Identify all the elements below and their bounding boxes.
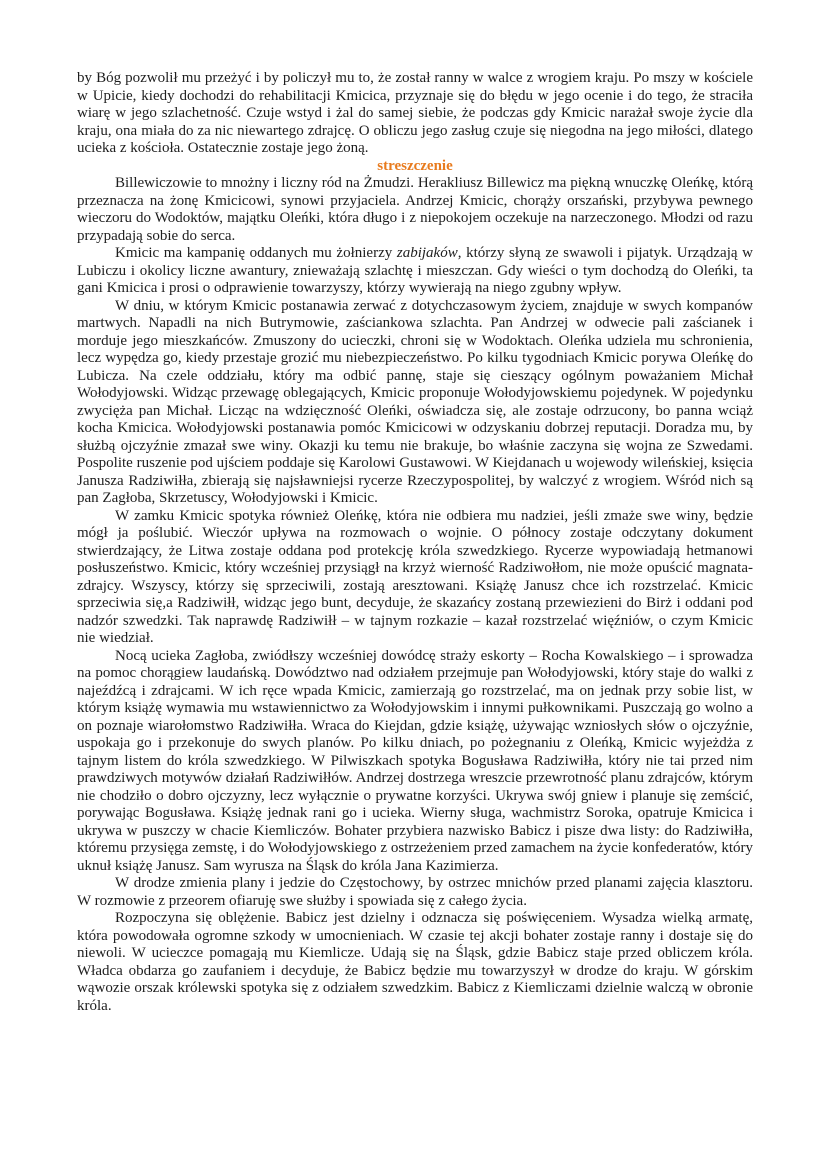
text-run: Nocą ucieka Zagłoba, zwiódłszy wcześniej dowódcę straży eskorty – Rocha Kowalskiego – i sprowadza na pomoc chorągiew laudańską. Dowództwo nad odziałem przejmuje pan Wołodyjowski, który staje do walki z najeźdźcą i zdrajcami. W ich ręce wpada Kmicic, zamierzają go rozstrzelać, ma on jednak przy sobie list, w którym książę wymawia mu wstawiennictwo za Wołodyjowskim i innymi pułkownikami. Puszczają go wolno a on poznaje wiarołomstwo Radziwiłła. Wraca do Kiejdan, gdzie książę, używając wzniosłych słów o ojczyźnie, uspokaja go i przekonuje do swych planów. Po kilku dniach, po pożegnaniu z Oleńką, Kmicic wyjeżdża z tajnym listem do króla szwedzkiego. W Pilwiszkach spotyka Bogusława Radziwiłła, który nie tai przed nim prawdziwych motywów działań Radziwiłłów. Andrzej dostrzega wreszcie przewrotność planu zdrajców, którym nie chodziło o dobro ojczyzny, lecz wyłącznie o prywatne korzyści. Ukrywa swój gniew i planuje się zemścić, porywając Bogusława. Książę jednak rani go i ucieka. Wierny sługa, wachmistrz Soroka, opatruje Kmicica i ukrywa w puszczy w chacie Kiemliczów. Bohater przybiera nazwisko Babicz i pisze dwa listy: do Radziwiłła, któremu przysięga zemstę, i do Wołodyjowskiego z ostrzeżeniem przed zamachem na życie konfederatów, który uknuł książę Janusz. Sam wyrusza na Śląsk do króla Jana Kazimierza.	[77, 647, 753, 874]
text-run: W dniu, w którym Kmicic postanawia zerwać z dotychczasowym życiem, znajduje w swych kompanów martwych. Napadli na nich Butrymowie, zaściankowa szlachta. Pan Andrzej w odwecie pali zaścianek i morduje jego mieszkańców. Zmuszony do ucieczki, chroni się w Wodoktach. Oleńka udziela mu schronienia, lecz wypędza go, kiedy przestaje grozić mu niebezpieczeństwo. Po kilku tygodniach Kmicic porywa Oleńkę do Lubicza. Na czele oddziału, który ma odbić pannę, staje się cieszący ogólnym poważaniem Michał Wołodyjowski. Widząc przewagę oblegających, Kmicic proponuje Wołodyjowskiemu pojedynek. W pojedynku zwycięża pan Michał. Licząc na wdzięczność Oleńki, oświadcza się, ale zostaje odrzucony, bo panna wciąż kocha Kmicica. Wołodyjowski postanawia pomóc Kmicicowi w odzyskaniu dobrzej reputacji. Doradza mu, by służbą ojczyźnie zmazał swe winy. Okazji ku temu nie brakuje, bo właśnie zaczyna się wojna ze Szwedami. Pospolite ruszenie pod ujściem poddaje się Karolowi Gustawowi. W Kiejdanach u wojewody wileńskiej, księcia Janusza Radziwiłła, zbierają się najsławniejsi rycerze Rzeczypospolitej, by walczyć z wrogiem. Wśród nich są pan Zagłoba, Skrzetuscy, Wołodyjowski i Kmicic.	[77, 297, 753, 506]
text-run: by Bóg pozwolił mu przeżyć i by policzył mu to, że został ranny w walce z wrogiem kraju. Po mszy w kościele w Upicie, kiedy dochodzi do rehabilitacji Kmicica, przyznaje się do błędu w jego ocenie i do tego, że straciła wiarę w jego szlachetność. Czuje wstyd i żal do samej siebie, że podczas gdy Kmicic narażał swoje życie dla kraju, ona miała do za nic niewartego zdrajcę. O obliczu jego zasług czuje się niegodna na jego miłości, dlatego ucieka z kościoła. Ostatecznie zostaje jego żoną.	[77, 70, 753, 156]
paragraph	[77, 298, 753, 508]
paragraph	[77, 70, 753, 158]
text-run: Rozpoczyna się oblężenie. Babicz jest dzielny i odznacza się poświęceniem. Wysadza wielką armatę, która powodowała ogromne szkody w umocnieniach. W czasie tej akcji bohater zostaje ranny i dostaje się do niewoli. W ucieczce pomagają mu Kiemlicze. Udają się na Śląsk, gdzie Babicz staje przed obliczem króla. Władca obdarza go zaufaniem i decyduje, że Babicz będzie mu towarzyszył w drodze do kraju. W górskim wąwozie orszak królewski spotyka się z odziałem szwedzkim. Babicz z Kiemliczami dzielnie walczą w obronie króla.	[77, 910, 753, 1014]
text-run: , którzy słyną ze swawoli i pijatyk. Urządzają w Lubiczu i okolicy liczne awantury, znieważają szlachtę i mieszczan. Gdy wieści o tym dochodzą do Oleńki, ta gani Kmicica i prosi o odprawienie towarzyszy, którzy wywierają na niego zgubny wpływ.	[77, 245, 753, 296]
paragraph	[77, 910, 753, 1015]
text-run: W drodze zmienia plany i jedzie do Częstochowy, by ostrzec mnichów przed planami zajęcia klasztoru. W rozmowie z przeorem ofiaruję swe służby i spowiada się z całego życia.	[77, 875, 753, 909]
section-heading: streszczenie	[377, 157, 453, 174]
paragraph	[77, 245, 753, 298]
paragraph	[77, 648, 753, 876]
text-run: Billewiczowie to mnożny i liczny ród na Żmudzi. Herakliusz Billewicz ma piękną wnuczkę Oleńkę, którą przeznacza na żonę Kmicicowi, synowi przyjaciela. Andrzej Kmicic, chorąży orszański, przybywa pewnego wieczoru do Wodoktów, majątku Oleńki, która długo i z niepokojem oczekuje na narzeczonego. Młodzi od razu przypadają sobie do serca.	[77, 175, 753, 244]
text-run: W zamku Kmicic spotyka również Oleńkę, która nie odbiera mu nadziei, jeśli zmaże swe winy, będzie mógł ja poślubić. Wieczór upływa na rozmowach o wojnie. O północy zostaje odczytany dokument stwierdzający, że Litwa zostaje oddana pod protekcję króla szwedzkiego. Rycerze wypowiadają hetmanowi posłuszeństwo. Kmicic, który wcześniej przysiągł na krzyż wierność Radziwołłom, nie może opuścić magnata-zdrajcy. Wszyscy, którzy się sprzeciwili, zostają aresztowani. Książę Janusz chce ich rozstrzelać. Kmicic sprzeciwia się,a Radziwiłł, widząc jego bunt, decyduje, że skazańcy zostaną przewiezieni do Birż i oddani pod nadzór szwedzki. Tak naprawdę Radziwiłł – w tajnym rozkazie – kazał rozstrzelać więźniów, o czym Kmicic nie wiedział.	[77, 507, 753, 646]
text-run: Kmicic ma kampanię oddanych mu żołnierzy	[115, 245, 397, 261]
document-content	[77, 70, 753, 1015]
paragraph	[77, 508, 753, 648]
italic-text-run: zabijaków	[396, 245, 458, 261]
paragraph	[77, 175, 753, 245]
paragraph	[77, 875, 753, 910]
